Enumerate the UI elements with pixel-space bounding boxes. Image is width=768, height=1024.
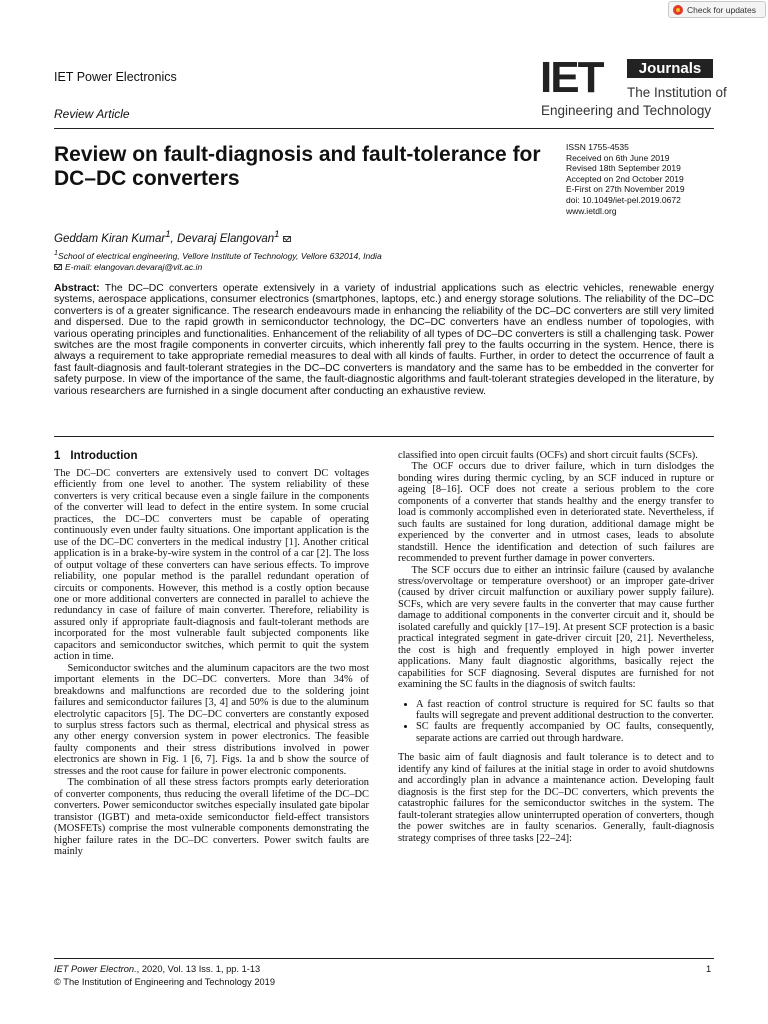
crossmark-icon: [673, 5, 683, 15]
iet-logo-letters: IET: [540, 53, 603, 102]
received-date: Received on 6th June 2019: [566, 152, 670, 163]
paper-title: Review on fault-diagnosis and fault-tolerance for DC–DC converters: [54, 143, 541, 190]
article-metadata: [566, 142, 685, 216]
bullet-list: [398, 699, 714, 745]
abstract-label: Abstract:: [54, 283, 100, 294]
paragraph: classified into open circuit faults (OCFs) and short circuit faults (SCFs).: [398, 450, 698, 461]
author-name: Geddam Kiran Kumar: [54, 232, 166, 245]
e-first-date: E-First on 27th November 2019: [566, 184, 685, 195]
corresponding-email: [54, 262, 202, 272]
list-item: • A fast reaction of control structure is required for SC faults so that faults will segregate and prevent additional destruction to the converter.: [416, 699, 714, 722]
section-number: 1: [54, 450, 61, 462]
author-affiliation-mark: 1: [274, 229, 280, 240]
email-text[interactable]: E-mail: elangovan.devaraj@vit.ac.in: [65, 262, 203, 272]
issn: ISSN 1755-4535: [566, 142, 629, 152]
paragraph: The SCF occurs due to either an intrinsic failure (caused by avalanche stress/overvoltage or temperature overshoot) or an improper gate-driver (caused by driver circuit malfunction or auxiliary power supply failure). SCFs, which are very severe faults in the converter that may cause further damage to additional components in the converter circuit and it, should be isolated carefully and quickly [17–19]. At present SCF protection is a basic practical integrated segment in gate-driver circuit [20, 21]. Nevertheless, the cost is high and frequently employed in high power inverter applications. Many fault diagnostic algorithms, basically reject the capabilities for SCF diagnosing. Several disputes are furnished for not examining the SC faults in the diagnosis of switch faults:: [398, 564, 714, 691]
abstract: [54, 283, 714, 397]
list-item: • SC faults are frequently accompanied by OC faults, consequently, separate actions are carried out through hardware.: [416, 721, 714, 744]
author-list: [54, 229, 291, 245]
paragraph: The DC–DC converters are extensively used to convert DC voltages efficiently from one level to another. The system reliability of these converters is very critical because even a single failure in the components of the converter will lead to defect in the entire system. In some crucial practices, the DC–DC converters must be capable of operating continuously even under faulty situations. One important application is the use of the DC–DC converters in the medical industry [1]. Another critical application is in a brake-by-wire system in the control of a car [2]. The loss of output voltage of these converters can have serious effects. To improve reliability, one popular method is the parallel redundant operation of circuits or components. However, this method is a costly option because one or more additional converters are connected in parallel to achieve the redundancy in case of failure of main converter. Therefore, reliability is assured only if appropriate fault-diagnosis and fault-tolerant methods are incorporated for the most vulnerable fault subjected components like capacitors and semiconductor switches, which permit to quit the system action in time.: [54, 468, 369, 663]
right-column: [398, 450, 714, 844]
footer-copyright: © The Institution of Engineering and Technology 2019: [54, 977, 276, 987]
journal-name: IET Power Electronics: [54, 70, 177, 84]
affiliation-text: School of electrical engineering, Vellore Institute of Technology, Vellore 632014, India: [57, 250, 382, 261]
section-title: Introduction: [70, 450, 138, 462]
check-for-updates-label: Check for updates: [687, 4, 756, 15]
accepted-date: Accepted on 2nd October 2019: [566, 173, 684, 184]
left-column: [54, 450, 369, 857]
abstract-divider: [54, 436, 714, 437]
footer-citation: [54, 964, 260, 974]
website-link[interactable]: www.ietdl.org: [566, 205, 617, 216]
revised-date: Revised 18th September 2019: [566, 163, 681, 174]
author-separator: ,: [170, 232, 177, 245]
paragraph: The combination of all these stress factors prompts early deterioration of converter components, thus reducing the overall lifetime of the DC–DC converters. Power semiconductor switches especially insulated gate bipolar transistor (IGBT) and meta-oxide semiconductor field-effect transistors (MOSFETs) comprise the most vulnerable components demonstrating the higher failure rates in the DC–DC converters. Power switch faults are mainly: [54, 777, 369, 857]
envelope-icon: [283, 236, 291, 242]
journal-abbreviation: IET Power Electron.: [54, 964, 137, 974]
footer-divider: [54, 958, 714, 959]
affiliation-mark: 1: [54, 249, 58, 257]
header-divider: [54, 128, 714, 129]
check-for-updates-button[interactable]: [668, 1, 766, 18]
citation-details: , 2020, Vol. 13 Iss. 1, pp. 1-13: [136, 964, 261, 974]
institution-name-line2: Engineering and Technology: [541, 103, 712, 118]
journals-badge: Journals: [627, 59, 713, 78]
envelope-icon: [54, 264, 62, 270]
article-type: Review Article: [54, 107, 130, 121]
section-heading: [54, 450, 369, 463]
author-name: Devaraj Elangovan: [176, 232, 275, 245]
author-affiliation-mark: 1: [165, 229, 171, 240]
abstract-text: The DC–DC converters operate extensively in a variety of industrial applications such as electric vehicles, renewable energy systems, aerospace applications, consumer electronics (smartphones, laptops, etc.) and energy storage solutions. The reliability of the DC–DC converters is of a greater significance. The research endeavours made in enhancing the reliability of the DC–DC converters are still very limited and dispersed. Due to the rapid growth in semiconductor technology, the DC–DC converters have an endless number of topologies, with various operating principles and functionalities. Enhancement of the reliability of all types of DC–DC converters is still a challenging task. Power switches are the most fragile components in converter circuits, which inherently fall prey to the faults occurring in the system. Hence, there is always a requirement to take appropriate remedial measures to deal with all kinds of faults. Further, in order to detect the occurrence of fault a fast fault-diagnosis and fault-tolerant strategies in the DC–DC converters is mandatory and the same has to be embedded in the converter for safety purpose. In view of the importance of the same, the fault-diagnostic algorithms and fault-tolerant strategies developed in the literature, by various researchers are furnished in a single document after conducting an exhaustive review.: [54, 283, 714, 397]
doi[interactable]: doi: 10.1049/iet-pel.2019.0672: [566, 194, 681, 205]
paragraph: The basic aim of fault diagnosis and fault tolerance is to detect and to identify any kind of failures at the initial stage in order to avoid shutdowns and accordingly plan in advance a maintenance action. Developing fault diagnosis is the first step for the DC–DC converters, which prevents the catastrophic failures for the semiconductor switches in the system. The fault-tolerant strategies allow uninterrupted operation of converters, though the power switches are in faulty scenarios. Generally, fault-diagnosis strategy comprises of three tasks [22–24]:: [398, 752, 714, 844]
page-number: 1: [706, 964, 712, 974]
paragraph: The OCF occurs due to driver failure, which in turn dislodges the bonding wires during thermic cycling, by an SCF induced in rupture or ageing [8–16]. OCF does not create a serious problem to the core components of a converter that stands healthy and the energy transfer to load is commonly accomplished even in deteriorated state. Nevertheless, if such faults are sustained for long duration, additional damage might be experienced by the converter and in utmost cases, leads to absolute standstill. Hence the identification and detection of such failures are recommended to prevent further damage in power converters.: [398, 461, 714, 565]
paragraph: Semiconductor switches and the aluminum capacitors are the two most important elements in the DC–DC converters. More than 34% of breakdowns and malfunctions are recorded due to the soldering joint failures and semiconductor failures [3, 4] and 50% is due to the aluminum electrolytic capacitors [5]. The DC–DC converters are constantly exposed to surplus stress factors such as thermal, electrical and physical stress as any other energy conversion system in power electronics. The feasible faulty components and their stress distributions involved in power electronics are shown in Fig. 1 [6, 7]. Figs. 1a and b show the source of stresses and the root cause for failure in power electronic components.: [54, 662, 369, 777]
institution-name-line1: The Institution of: [627, 85, 727, 100]
iet-logo[interactable]: [540, 53, 727, 122]
affiliation: [54, 249, 382, 261]
